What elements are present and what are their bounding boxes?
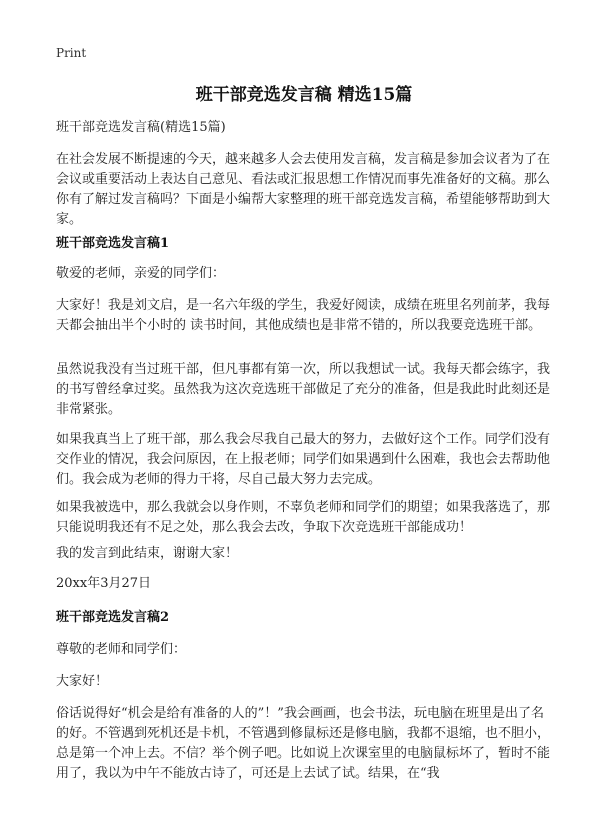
print-link[interactable]: Print bbox=[56, 46, 87, 60]
section-1-closing: 我的发言到此结束，谢谢大家！ bbox=[56, 546, 239, 561]
section-2-greeting: 尊敬的老师和同学们： bbox=[56, 642, 187, 657]
section-1-paragraph-2: 虽然说我没有当过班干部，但凡事都有第一次，所以我想试一试。我每天都会练字，我的书写曾经拿过奖。虽然我为这次竞选班干部做足了充分的准备，但是我此时此刻还是非常紧张。 bbox=[56, 362, 551, 417]
section-2-paragraph-2: 俗话说得好“机会是给有准备的人的”！”我会画画，也会书法，玩电脑在班里是出了名的好。不管遇到死机还是卡机，不管遇到修鼠标还是修电脑，我都不退缩，也不胆小，总是第一个冲上去。不信？举个例子吧。比如说上次课室里的电脑鼠标坏了，暂时不能用了，我以为中午不能放古诗了，可还是上去试了试。结果，在“我 bbox=[56, 706, 551, 781]
intro-paragraph: 在社会发展不断提速的今天，越来越多人会去使用发言稿，发言稿是参加会议者为了在会议或重要活动上表达自己意见、看法或汇报思想工作情况而事先准备好的文稿。那么你有了解过发言稿吗？下面是小编帮大家整理的班干部竞选发言稿，希望能够帮助到大家。 bbox=[56, 152, 551, 227]
section-1-paragraph-1: 大家好！我是刘文启，是一名六年级的学生，我爱好阅读，成绩在班里名列前茅，我每天都会抽出半个小时的 读书时间，其他成绩也是非常不错的，所以我要竞选班干部。 bbox=[56, 298, 551, 333]
section-1-paragraph-4: 如果我被选中，那么我就会以身作则，不辜负老师和同学们的期望；如果我落选了，那只能说明我还有不足之处，那么我会去改，争取下次竞选班干部能成功！ bbox=[56, 500, 551, 535]
section-1-date: 20xx年3月27日 bbox=[56, 576, 152, 591]
section-2-heading: 班干部竞选发言稿2 bbox=[56, 610, 170, 625]
document-subtitle: 班干部竞选发言稿(精选15篇) bbox=[56, 120, 226, 135]
page-title: 班干部竞选发言稿 精选15篇 bbox=[195, 85, 413, 105]
section-1-greeting: 敬爱的老师，亲爱的同学们： bbox=[56, 266, 226, 281]
section-1-heading: 班干部竞选发言稿1 bbox=[56, 236, 170, 251]
section-1-paragraph-3: 如果我真当上了班干部，那么我会尽我自己最大的努力，去做好这个工作。同学们没有交作业的情况，我会问原因，在上报老师；同学们如果遇到什么困难，我也会去帮助他们。我会成为老师的得力干将，尽自己最大努力去完成。 bbox=[56, 432, 551, 487]
section-2-paragraph-1: 大家好！ bbox=[56, 674, 109, 689]
